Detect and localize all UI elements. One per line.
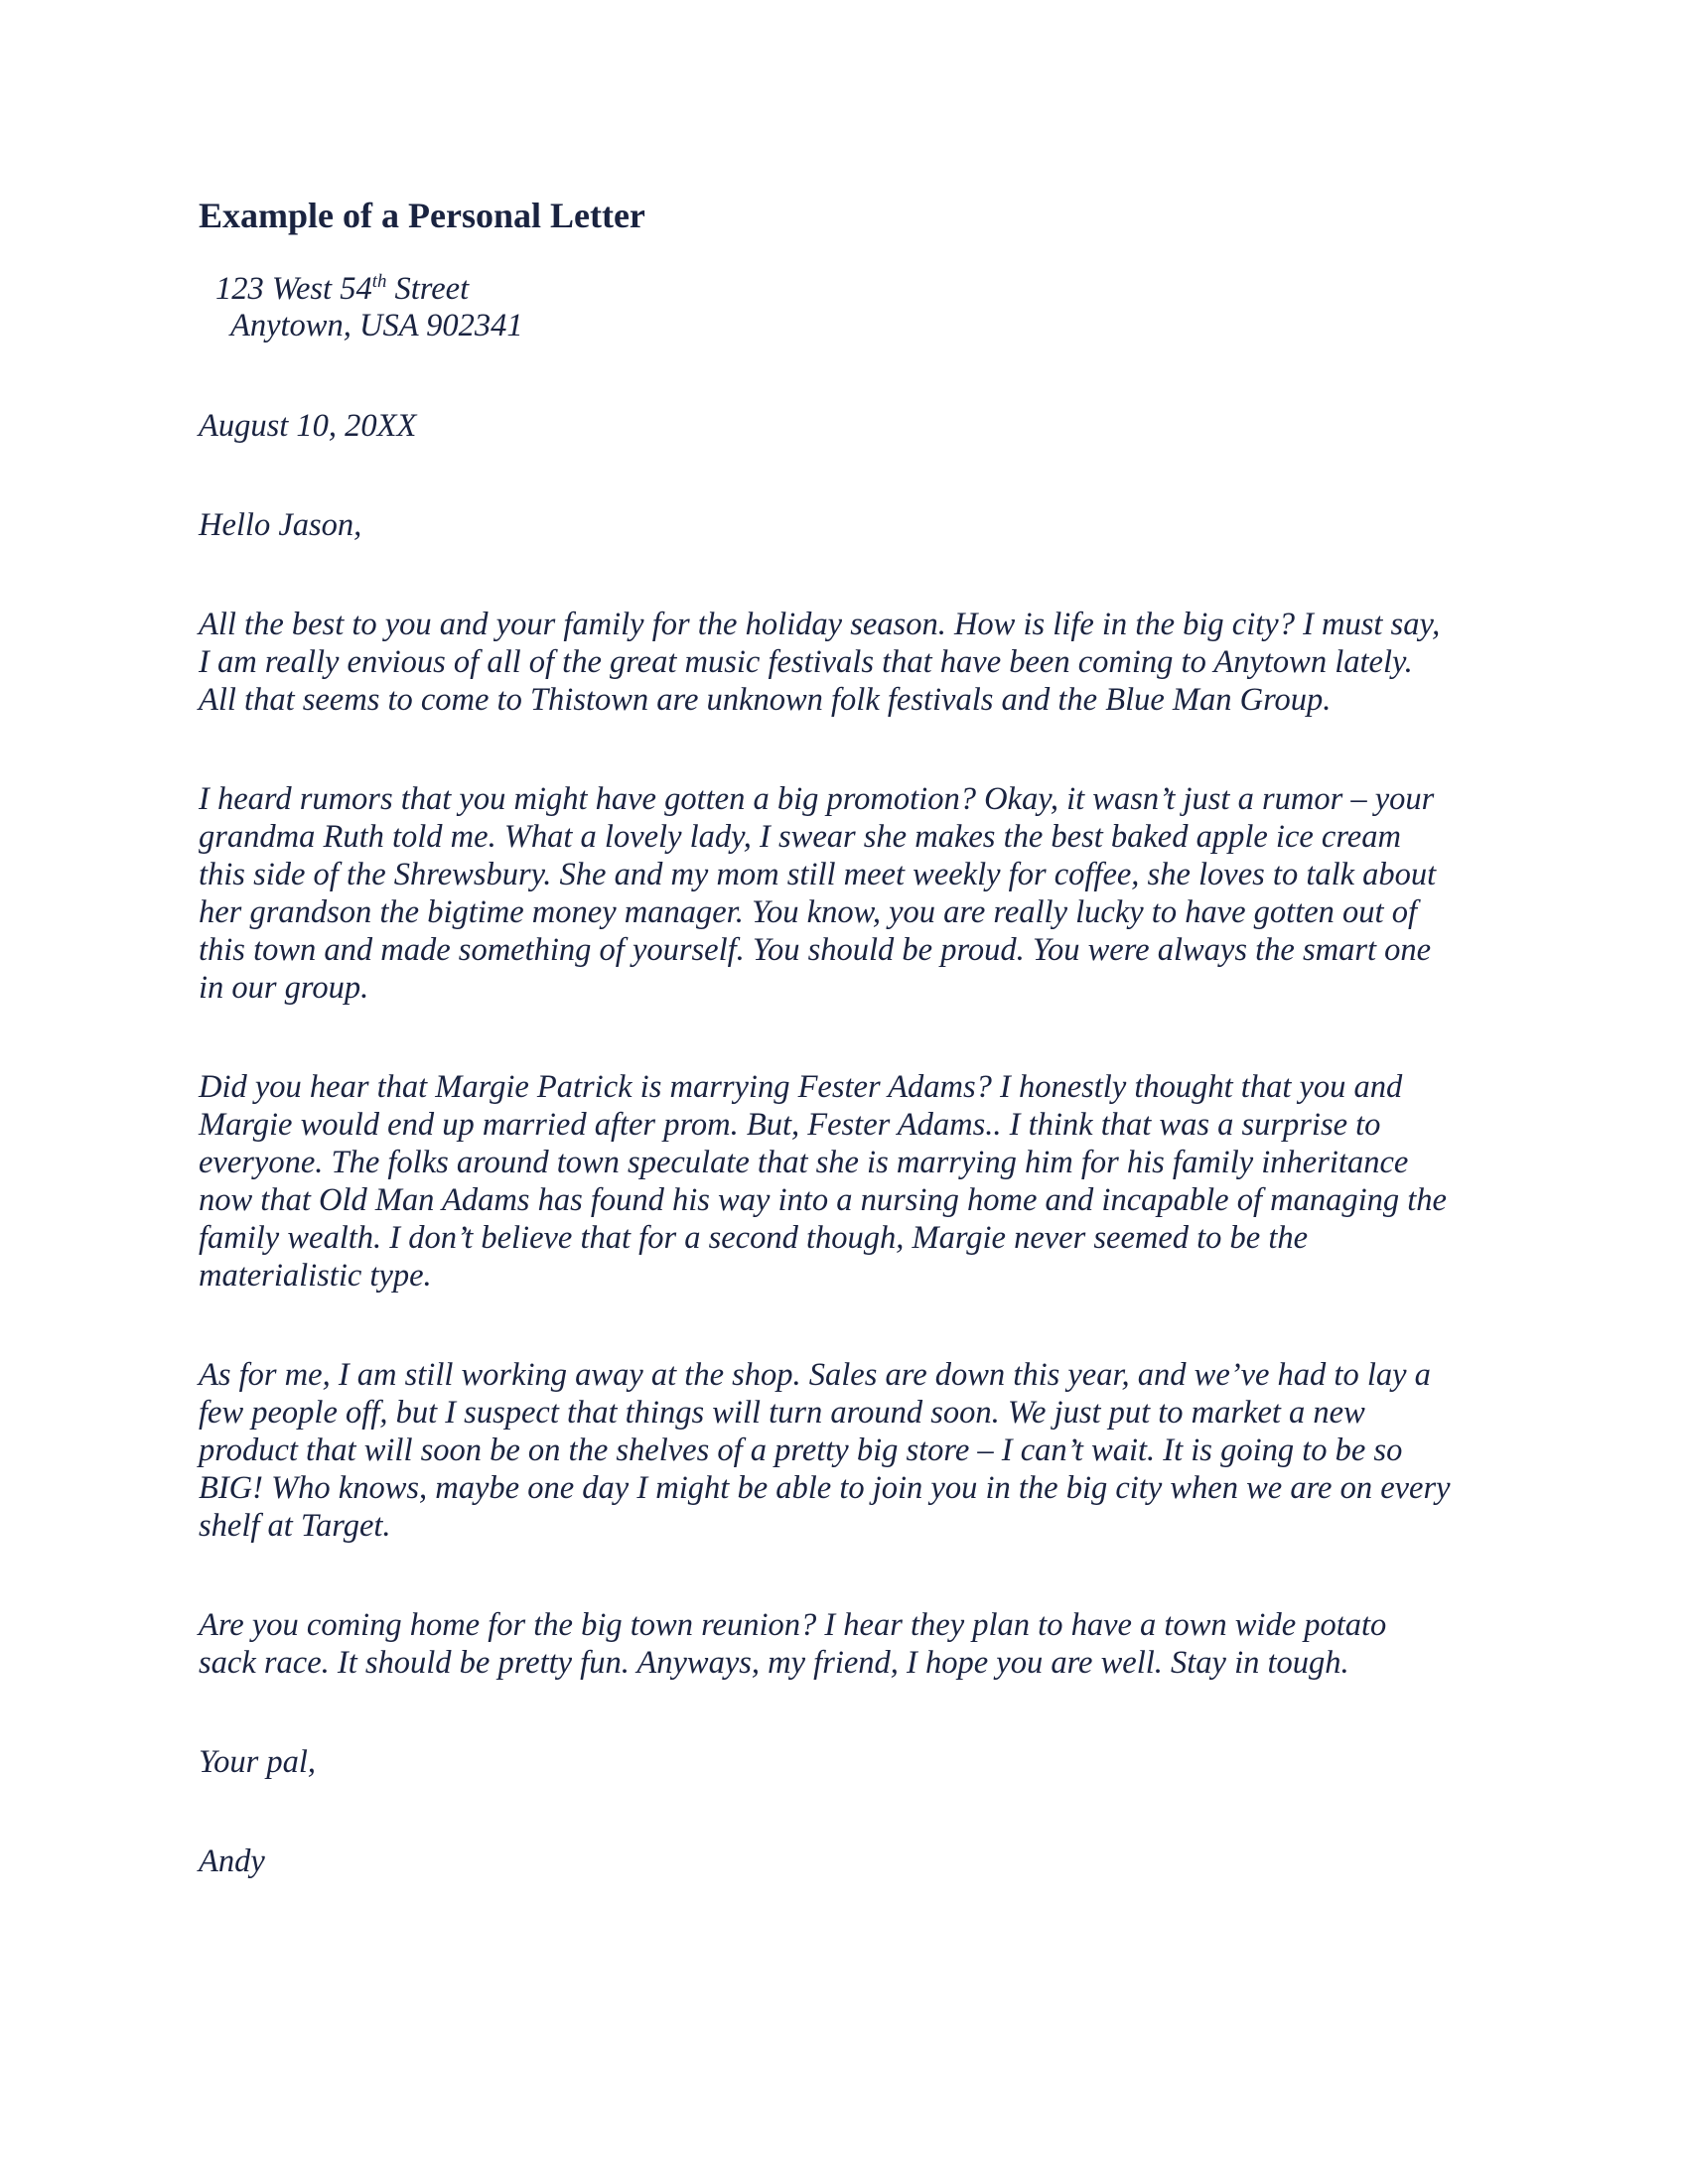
paragraph-line: BIG! Who knows, maybe one day I might be able to join you in the big city when we are on every — [199, 1470, 1451, 1506]
paragraph-line: shelf at Target. — [199, 1508, 391, 1544]
paragraph-line: Margie would end up married after prom. But, Fester Adams.. I think that was a surprise to — [199, 1107, 1381, 1143]
letter-signature: Andy — [199, 1843, 265, 1879]
paragraph-line: product that will soon be on the shelves of a pretty big store – I can’t wait. It is going to be so — [199, 1433, 1403, 1468]
paragraph-line: Are you coming home for the big town reunion? I hear they plan to have a town wide potato — [199, 1607, 1387, 1643]
paragraph-line: her grandson the bigtime money manager. You know, you are really lucky to have gotten out of — [199, 894, 1417, 930]
document-title: Example of a Personal Letter — [199, 196, 645, 235]
letter-closing: Your pal, — [199, 1744, 317, 1780]
paragraph-line: Did you hear that Margie Patrick is marrying Fester Adams? I honestly thought that you and — [199, 1069, 1403, 1105]
paragraph-5 — [199, 1606, 1489, 1682]
paragraph-line: grandma Ruth told me. What a lovely lady, I swear she makes the best baked apple ice cream — [199, 819, 1401, 855]
letter-greeting: Hello Jason, — [199, 507, 362, 543]
paragraph-line: As for me, I am still working away at the shop. Sales are down this year, and we’ve had to lay a — [199, 1357, 1431, 1393]
address-street-name: Street — [386, 271, 470, 307]
address-ordinal-suffix: th — [371, 271, 387, 293]
address-line-2: Anytown, USA 902341 — [230, 308, 523, 343]
paragraph-line: All the best to you and your family for the holiday season. How is life in the big city? I must say, — [199, 607, 1441, 642]
address-line-1 — [215, 270, 469, 308]
paragraph-line: in our group. — [199, 970, 369, 1006]
paragraph-line: materialistic type. — [199, 1258, 432, 1294]
paragraph-line: family wealth. I don’t believe that for a second though, Margie never seemed to be the — [199, 1220, 1309, 1256]
address-street-number: 123 West 54 — [215, 271, 372, 307]
paragraph-line: I am really envious of all of the great music festivals that have been coming to Anytown lately. — [199, 644, 1413, 680]
paragraph-2 — [199, 780, 1489, 1007]
paragraph-line: All that seems to come to Thistown are unknown folk festivals and the Blue Man Group. — [199, 682, 1332, 718]
paragraph-line: now that Old Man Adams has found his way into a nursing home and incapable of managing the — [199, 1182, 1447, 1218]
paragraph-1 — [199, 606, 1489, 719]
paragraph-line: this town and made something of yourself. You should be proud. You were always the smart one — [199, 932, 1432, 968]
paragraph-line: few people off, but I suspect that things will turn around soon. We just put to market a new — [199, 1395, 1365, 1431]
paragraph-line: sack race. It should be pretty fun. Anyways, my friend, I hope you are well. Stay in tough. — [199, 1645, 1349, 1681]
paragraph-4 — [199, 1356, 1489, 1545]
paragraph-line: I heard rumors that you might have gotten a big promotion? Okay, it wasn’t just a rumor – your — [199, 781, 1435, 817]
letter-date: August 10, 20XX — [199, 408, 417, 444]
paragraph-line: everyone. The folks around town speculate that she is marrying him for his family inheritance — [199, 1145, 1409, 1180]
paragraph-line: this side of the Shrewsbury. She and my mom still meet weekly for coffee, she loves to talk about — [199, 857, 1437, 892]
paragraph-3 — [199, 1068, 1489, 1295]
